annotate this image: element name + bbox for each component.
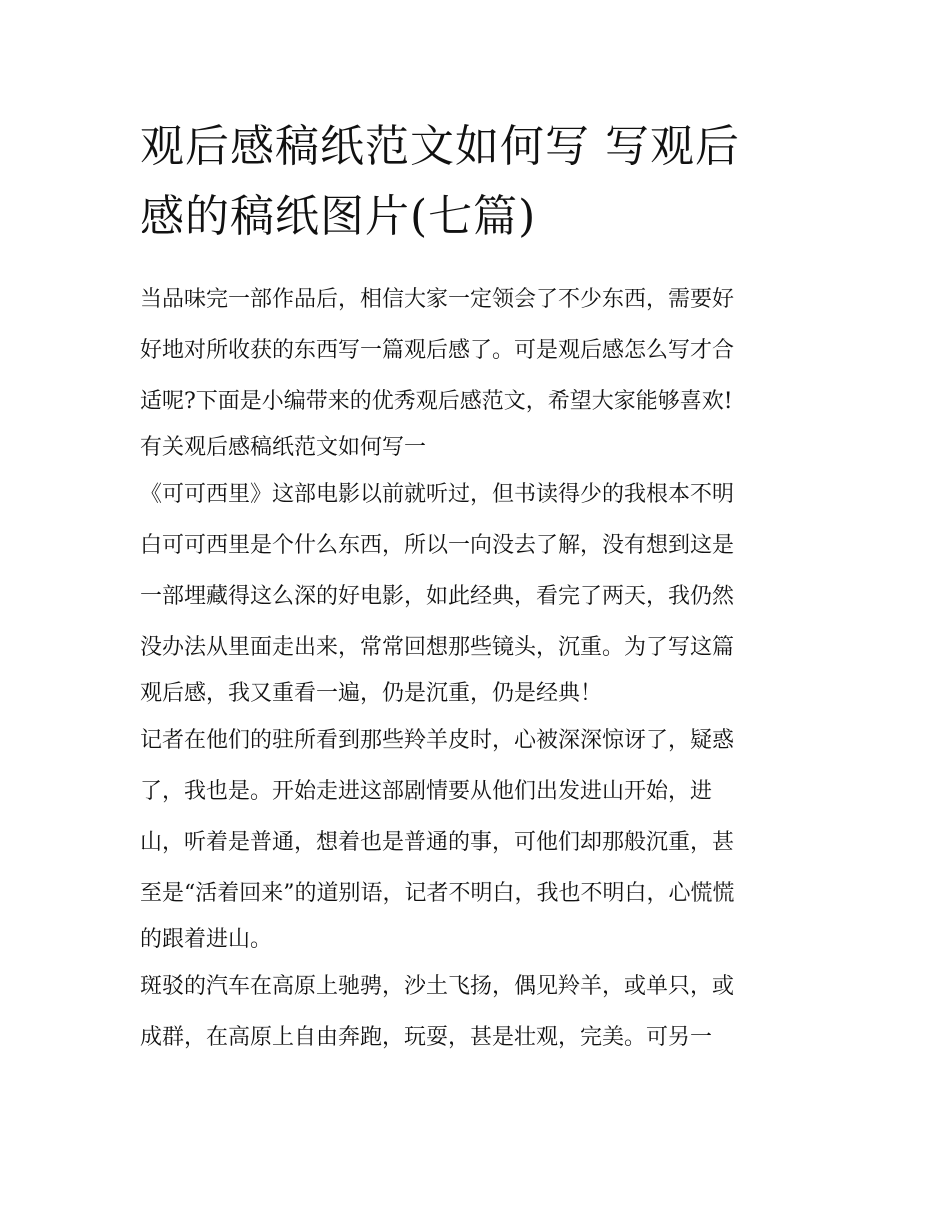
paragraph-1-line-3: 一部埋藏得这么深的好电影，如此经典，看完了两天，我仍然 <box>140 584 735 609</box>
paragraph-3-line-2: 成群，在高原上自由奔跑，玩耍，甚是壮观，完美。可另一 <box>140 1025 713 1050</box>
paragraph-2-line-1: 记者在他们的驻所看到那些羚羊皮时，心被深深惊讶了，疑惑 <box>140 728 735 753</box>
paragraph-2-line-2: 了，我也是。开始走进这部剧情要从他们出发进山开始，进 <box>140 779 713 804</box>
paragraph-1-line-4: 没办法从里面走出来，常常回想那些镜头，沉重。为了写这篇 <box>140 635 735 660</box>
paragraph-2-line-5: 的跟着进山。 <box>140 927 273 952</box>
paragraph-1-line-1: 《可可西里》这部电影以前就听过，但书读得少的我根本不明 <box>140 482 735 507</box>
document-title: 观后感稿纸范文如何写 写观后 感的稿纸图片(七篇) <box>140 121 740 242</box>
intro-line-1: 当品味完一部作品后，相信大家一定领会了不少东西，需要好 <box>140 287 735 312</box>
paragraph-2-line-3: 山，听着是普通，想着也是普通的事，可他们却那般沉重，甚 <box>140 830 735 855</box>
intro-line-3: 适呢?下面是小编带来的优秀观后感范文，希望大家能够喜欢! <box>140 389 733 414</box>
paragraph-3-line-1: 斑驳的汽车在高原上驰骋，沙土飞扬，偶见羚羊，或单只，或 <box>140 974 735 999</box>
paragraph-1-line-2: 白可可西里是个什么东西，所以一向没去了解，没有想到这是 <box>140 533 735 558</box>
paragraph-1-line-5: 观后感，我又重看一遍，仍是沉重，仍是经典！ <box>140 681 603 706</box>
document-body <box>140 112 812 1063</box>
paragraph-2-line-4: 至是“活着回来”的道别语，记者不明白，我也不明白，心慌慌 <box>140 881 735 906</box>
section-heading: 有关观后感稿纸范文如何写一 <box>140 435 427 460</box>
intro-line-2: 好地对所收获的东西写一篇观后感了。可是观后感怎么写才合 <box>140 338 735 363</box>
